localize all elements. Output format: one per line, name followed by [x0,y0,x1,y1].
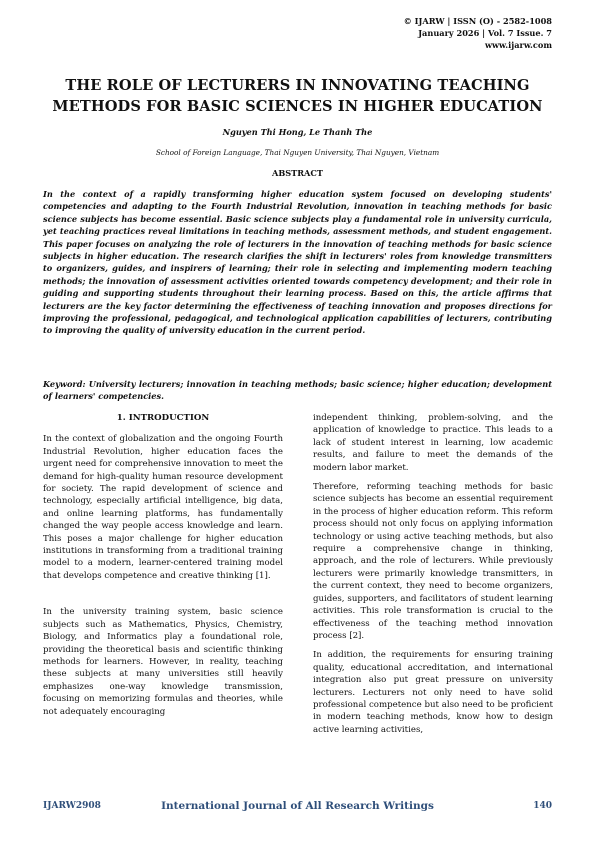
issn-line: © IJARW | ISSN (O) - 2582-1008 [403,16,552,26]
authors: Nguyen Thi Hong, Le Thanh The [222,127,373,137]
paragraph: In the university training system, basic science subjects such as Mathematics, Physics, Chemistry, Biology, and Informatics play a foundational role, providing the theoretical basis and scientific thinking methods for learners. However, in reality, teaching these subjects at many universities still heavily emphasizes one-way knowledge transmission, focusing on memorizing formulas and theories, while not adequately encouraging [43,607,283,717]
title-line-1: THE ROLE OF LECTURERS IN INNOVATING TEACHING [65,77,530,94]
article-code: IJARW2908 [43,801,101,811]
paper-title [40,75,555,117]
left-column [43,412,283,718]
website-link[interactable]: www.ijarw.com [484,40,552,50]
paragraph: In the context of globalization and the ongoing Fourth Industrial Revolution, higher education faces the urgent need for comprehensive innovation to meet the demand for high-quality human resource development for society. The rapid development of science and technology, especially artificial intelligence, big data, and online learning platforms, has fundamentally changed the way people access knowledge and learn. This poses a major challenge for higher education institutions in transforming from a traditional training model to a modern, learner-centered training model that develops competence and creative thinking [1]. [43,434,283,581]
journal-name: International Journal of All Research Writings [161,800,434,812]
abstract-text: In the context of a rapidly transforming higher education system focused on developing students' competencies and adapting to the Fourth Industrial Revolution, innovation in teaching methods for basic science subjects has become essential. Basic science subjects play a fundamental role in university curricula, yet teaching practices reveal limitations in teaching methods, assessment methods, and student engagement. This paper focuses on analyzing the role of lecturers in the innovation of teaching methods for basic science subjects in higher education. The research clarifies the shift in lecturers' roles from knowledge transmitters to organizers, guides, and inspirers of learning; their role in selecting and implementing modern teaching methods; the innovation of assessment activities oriented towards competency development; and their role in guiding and supporting students throughout their learning process. Based on this, the article affirms that lecturers are the key factor determining the effectiveness of teaching innovation and proposes directions for improving the professional, pedagogical, and technological application capabilities of lecturers, contributing to improving the quality of university education in the current period. [43,189,552,336]
paragraph: In addition, the requirements for ensuring training quality, educational accreditation, and international integration also put great pressure on university lecturers. Lecturers not only need to have solid professional competence but also need to be proficient in modern teaching methods, know how to design active learning activities, [313,650,553,735]
page-number: 140 [533,801,552,811]
paragraph: independent thinking, problem-solving, and the application of knowledge to practice. This leads to a lack of student interest in learning, low academic results, and failure to meet the demands of the modern labor market. [313,413,553,473]
section-heading-introduction: 1. INTRODUCTION [116,413,210,423]
paragraph: Therefore, reforming teaching methods for basic science subjects has become an essential requirement in the process of higher education reform. This reform process should not only focus on applying information technology or using active teaching methods, but also require a comprehensive change in thinking, approach, and the role of lecturers. While previously lecturers were primarily knowledge transmitters, in the current context, they need to become organizers, guides, supporters, and facilitators of student learning activities. This role transformation is crucial to the effectiveness of the teaching method innovation process [2]. [313,482,553,641]
abstract-heading: ABSTRACT [271,168,324,178]
right-column [313,412,553,736]
journal-meta [404,15,552,51]
title-line-2: METHODS FOR BASIC SCIENCES IN HIGHER EDUCATION [52,98,543,115]
issue-line: January 2026 | Vol. 7 Issue. 7 [418,28,552,38]
keywords: Keyword: University lecturers; innovation in teaching methods; basic science; higher education; development of learners' competencies. [43,379,552,402]
affiliation: School of Foreign Language, Thai Nguyen University, Thai Nguyen, Vietnam [155,148,440,157]
